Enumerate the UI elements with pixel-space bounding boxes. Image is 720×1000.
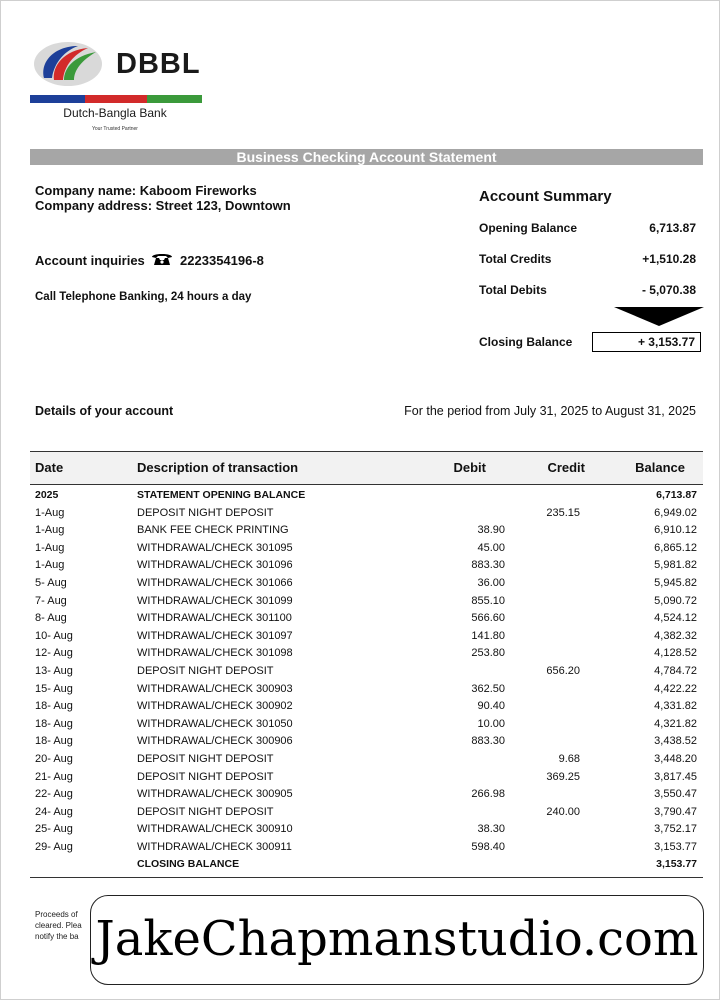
table-row: [30, 506, 703, 524]
statement-title: Business Checking Account Statement: [30, 149, 703, 165]
cell-date: 25- Aug: [35, 823, 73, 836]
cell-date: 1-Aug: [35, 541, 65, 554]
cell-description: WITHDRAWAL/CHECK 301098: [137, 647, 293, 660]
cell-balance: 6,713.87: [656, 489, 697, 501]
cell-balance: 3,438.52: [654, 735, 697, 748]
logo-wordmark: DBBL: [116, 48, 201, 80]
footer-note-line: cleared. Plea: [35, 921, 82, 930]
table-row: [30, 699, 703, 717]
table-row: [30, 664, 703, 682]
cell-description: WITHDRAWAL/CHECK 301097: [137, 629, 293, 642]
cell-debit: 141.80: [471, 629, 505, 642]
header-debit: Debit: [453, 460, 486, 475]
cell-balance: 4,128.52: [654, 647, 697, 660]
telephone-icon: [151, 252, 173, 266]
cell-date: 22- Aug: [35, 788, 73, 801]
cell-balance: 3,153.77: [654, 840, 697, 853]
telephone-banking-note: Call Telephone Banking, 24 hours a day: [35, 291, 252, 303]
cell-date: 1-Aug: [35, 559, 65, 572]
cell-debit: 362.50: [471, 682, 505, 695]
cell-balance: 5,090.72: [654, 594, 697, 607]
cell-debit: 883.30: [471, 735, 505, 748]
cell-date: 2025: [35, 489, 59, 501]
watermark-banner: JakeChapmanstudio.com: [90, 895, 704, 985]
cell-credit: 9.68: [558, 752, 580, 765]
closing-balance-value: + 3,153.77: [592, 332, 701, 352]
cell-date: 21- Aug: [35, 770, 73, 783]
table-row: [30, 717, 703, 735]
table-row: [30, 488, 703, 506]
cell-debit: 38.30: [477, 823, 505, 836]
cell-description: WITHDRAWAL/CHECK 300903: [137, 682, 293, 695]
cell-debit: 883.30: [471, 559, 505, 572]
total-credits-value: +1,510.28: [642, 252, 696, 266]
cell-balance: 6,949.02: [654, 506, 697, 519]
cell-balance: 3,153.77: [656, 858, 697, 871]
cell-date: 5- Aug: [35, 576, 67, 589]
cell-date: 18- Aug: [35, 735, 73, 748]
table-row: [30, 594, 703, 612]
table-row: [30, 576, 703, 594]
cell-description: WITHDRAWAL/CHECK 301050: [137, 717, 293, 730]
cell-balance: 5,981.82: [654, 559, 697, 572]
cell-debit: 36.00: [477, 576, 505, 589]
table-row: [30, 770, 703, 788]
account-summary-title: Account Summary: [479, 188, 612, 205]
cell-date: 13- Aug: [35, 664, 73, 677]
cell-balance: 4,784.72: [654, 664, 697, 677]
transactions-table: [30, 451, 703, 878]
cell-date: 18- Aug: [35, 717, 73, 730]
inquiries-label: Account inquiries: [35, 253, 145, 268]
cell-balance: 6,865.12: [654, 541, 697, 554]
cell-date: 10- Aug: [35, 629, 73, 642]
cell-date: 1-Aug: [35, 506, 65, 519]
table-row: [30, 840, 703, 858]
cell-description: WITHDRAWAL/CHECK 301066: [137, 576, 293, 589]
cell-credit: 656.20: [546, 664, 580, 677]
cell-balance: 3,817.45: [654, 770, 697, 783]
cell-description: CLOSING BALANCE: [137, 858, 240, 871]
cell-date: 8- Aug: [35, 612, 67, 625]
bank-name: Dutch-Bangla Bank: [63, 106, 167, 120]
logo-bar-green: [147, 95, 202, 103]
phone-number: 2223354196-8: [180, 253, 264, 268]
cell-balance: 4,331.82: [654, 700, 697, 713]
cell-balance: 5,945.82: [654, 576, 697, 589]
cell-balance: 6,910.12: [654, 524, 697, 537]
header-credit: Credit: [547, 460, 585, 475]
total-credits-label: Total Credits: [479, 252, 552, 266]
cell-date: 1-Aug: [35, 524, 65, 537]
opening-balance-label: Opening Balance: [479, 221, 578, 235]
cell-description: DEPOSIT NIGHT DEPOSIT: [137, 770, 274, 783]
table-row: [30, 752, 703, 770]
cell-balance: 3,752.17: [654, 823, 697, 836]
cell-description: DEPOSIT NIGHT DEPOSIT: [137, 506, 274, 519]
cell-debit: 45.00: [477, 541, 505, 554]
cell-credit: 369.25: [546, 770, 580, 783]
cell-balance: 4,321.82: [654, 717, 697, 730]
cell-debit: 90.40: [477, 700, 505, 713]
logo-bar-red: [85, 95, 147, 103]
cell-debit: 253.80: [471, 647, 505, 660]
table-row: [30, 734, 703, 752]
table-row: [30, 805, 703, 823]
cell-balance: 3,448.20: [654, 752, 697, 765]
cell-debit: 10.00: [477, 717, 505, 730]
table-row: [30, 787, 703, 805]
cell-description: DEPOSIT NIGHT DEPOSIT: [137, 752, 274, 765]
company-name: Company name: Kaboom Fireworks: [35, 183, 257, 198]
table-row: [30, 541, 703, 559]
details-label: Details of your account: [35, 404, 174, 418]
cell-debit: 38.90: [477, 524, 505, 537]
cell-description: WITHDRAWAL/CHECK 301096: [137, 559, 293, 572]
cell-balance: 3,790.47: [654, 805, 697, 818]
table-row: [30, 523, 703, 541]
cell-date: 7- Aug: [35, 594, 67, 607]
cell-date: 12- Aug: [35, 647, 73, 660]
cell-description: WITHDRAWAL/CHECK 301100: [137, 612, 292, 625]
table-row: [30, 611, 703, 629]
cell-credit: 235.15: [546, 506, 580, 519]
company-address: Company address: Street 123, Downtown: [35, 198, 291, 213]
cell-debit: 855.10: [471, 594, 505, 607]
header-description: Description of transaction: [137, 460, 299, 475]
table-row: [30, 558, 703, 576]
cell-date: 24- Aug: [35, 805, 73, 818]
cell-description: WITHDRAWAL/CHECK 300906: [137, 735, 293, 748]
cell-description: WITHDRAWAL/CHECK 300905: [137, 788, 293, 801]
cell-date: 20- Aug: [35, 752, 73, 765]
cell-credit: 240.00: [546, 805, 580, 818]
table-row: [30, 822, 703, 840]
cell-description: WITHDRAWAL/CHECK 300911: [137, 840, 292, 853]
cell-description: WITHDRAWAL/CHECK 300910: [137, 823, 293, 836]
total-debits-value: - 5,070.38: [641, 283, 696, 297]
cell-balance: 3,550.47: [654, 788, 697, 801]
cell-date: 15- Aug: [35, 682, 73, 695]
header-balance: Balance: [635, 460, 685, 475]
cell-date: 18- Aug: [35, 700, 73, 713]
cell-description: DEPOSIT NIGHT DEPOSIT: [137, 664, 274, 677]
table-row: [30, 646, 703, 664]
cell-date: 29- Aug: [35, 840, 73, 853]
table-header: [30, 451, 703, 485]
table-body: [30, 488, 703, 875]
total-debits-label: Total Debits: [479, 283, 547, 297]
bank-tagline: Your Trusted Partner: [92, 126, 138, 132]
down-arrow-icon: [614, 307, 704, 326]
cell-description: WITHDRAWAL/CHECK 300902: [137, 700, 293, 713]
statement-period: For the period from July 31, 2025 to August 31, 2025: [404, 404, 696, 418]
cell-description: WITHDRAWAL/CHECK 301095: [137, 541, 293, 554]
table-row: [30, 629, 703, 647]
cell-balance: 4,422.22: [654, 682, 697, 695]
opening-balance-value: 6,713.87: [649, 221, 696, 235]
logo-bar-blue: [30, 95, 85, 103]
cell-balance: 4,382.32: [654, 629, 697, 642]
cell-debit: 266.98: [471, 788, 505, 801]
cell-balance: 4,524.12: [654, 612, 697, 625]
cell-debit: 566.60: [471, 612, 505, 625]
cell-description: BANK FEE CHECK PRINTING: [137, 524, 289, 537]
table-bottom-rule: [30, 877, 703, 878]
closing-balance-label: Closing Balance: [479, 335, 573, 349]
footer-note: [35, 909, 95, 943]
header-date: Date: [35, 460, 64, 475]
account-inquiries: [35, 252, 264, 268]
footer-note-line: Proceeds of: [35, 910, 78, 919]
cell-debit: 598.40: [471, 840, 505, 853]
cell-description: WITHDRAWAL/CHECK 301099: [137, 594, 293, 607]
cell-description: STATEMENT OPENING BALANCE: [137, 489, 306, 501]
table-row: [30, 682, 703, 700]
cell-description: DEPOSIT NIGHT DEPOSIT: [137, 805, 274, 818]
footer-note-line: notify the ba: [35, 932, 79, 941]
table-row: [30, 857, 703, 875]
